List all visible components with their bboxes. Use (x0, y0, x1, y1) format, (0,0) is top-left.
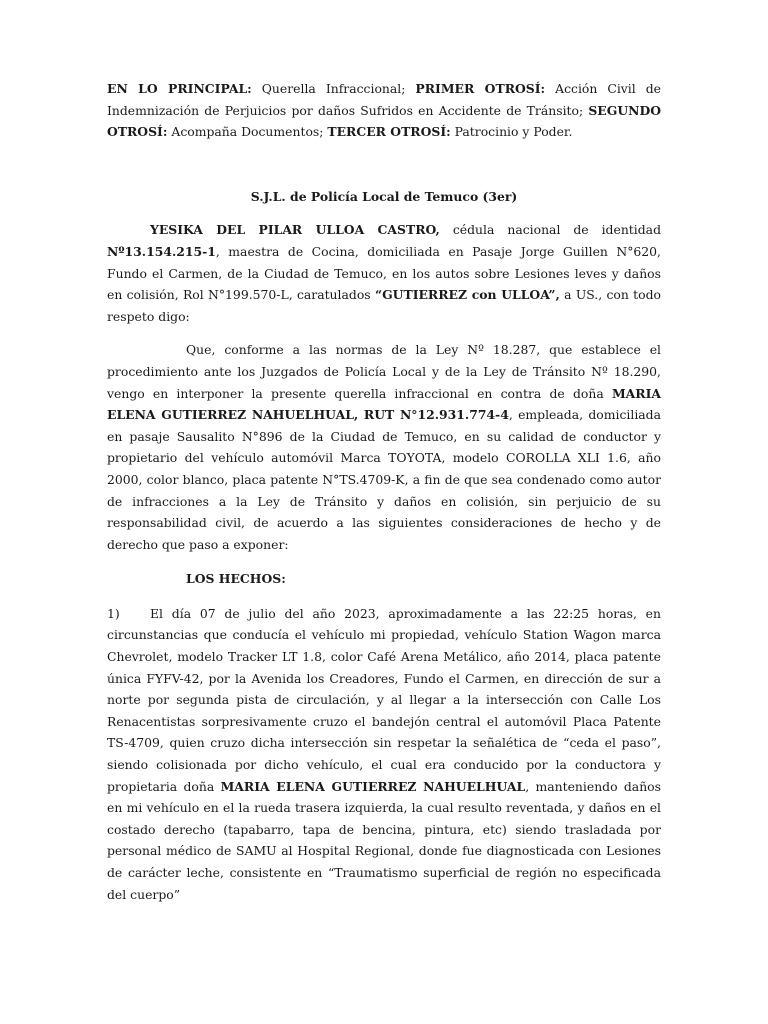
hecho-text: El día 07 de julio del año 2023, aproximadamente a las 22:25 horas, en circunstancias que conducía el vehículo mi propiedad, vehículo Station Wagon marca Chevrolet, modelo Tracker LT 1.8, color Café Arena Metálico, año 2014, placa patente única FYFV-42, por la Avenida los Creadores, Fundo el Carmen, en dirección de sur a norte por segunda pista de circulación, y al llegar a la intersección con Calle Los Renacentistas sorpresivamente cruzo el bandejón central el automóvil Placa Patente TS-4709, quien cruzo dicha intersección sin respetar la señalética de “ceda el paso”, siendo colisionada por dicho vehículo, el cual era conducido por la conductora y propietaria doña (107, 605, 661, 794)
intro-text: cédula nacional de identidad (439, 222, 661, 238)
intro-text: a US., con todo respeto digo: (107, 287, 662, 324)
tercer-otrosi-label: TERCER OTROSÍ: (327, 124, 451, 140)
sumilla-text: Acción Civil de Indemnización de Perjuicios por daños Sufridos en Accidente de Tránsito; (107, 81, 662, 118)
complaint-text: Que, conforme a las normas de la Ley Nº 18.287, que establece el procedimiento ante los Juzgados de Policía Local y de la Ley de Tránsito Nº 18.290, vengo en interponer la presente querella infraccional en contra de doña (107, 342, 661, 401)
primer-otrosi-label: PRIMER OTROSÍ: (415, 81, 546, 96)
hecho-1-paragraph (107, 603, 661, 905)
hecho-text: , manteniendo daños en mi vehículo en el la rueda trasera izquierda, la cual resulto reventada, y daños en el costado derecho (tapabarro, tapa de bencina, pintura, etc) siendo trasladada por personal médico de SAMU al Hospital Regional, donde fue diagnosticada con Lesiones de carácter leche, consistente en “Traumatismo superficial de región no especificada del cuerpo” (107, 778, 661, 902)
court-heading: S.J.L. de Policía Local de Temuco (3er) (250, 188, 518, 204)
complaint-paragraph (107, 339, 661, 555)
los-hechos-heading: LOS HECHOS: (186, 571, 286, 587)
plaintiff-id: Nº13.154.215-1 (107, 243, 216, 259)
en-lo-principal-label: EN LO PRINCIPAL: (107, 81, 252, 96)
defendant-name: MARIA ELENA GUTIERREZ NAHUELHUAL, RUT N°12.931.774-4 (107, 385, 661, 423)
complaint-text: , empleada, domiciliada en pasaje Sausalito N°896 de la Ciudad de Temuco, en su calidad de conductor y propietario del vehículo automóvil Marca TOYOTA, modelo COROLLA XLI 1.6, año 2000, color blanco, placa patente N°TS.4709-K, a fin de que sea condenado como autor de infracciones a la Ley de Tránsito y daños en colisión, sin perjuicio de su responsabilidad civil, de acuerdo a las siguientes consideraciones de hecho y de derecho que paso a exponer: (107, 407, 661, 552)
sumilla-text: Querella Infraccional; (251, 81, 416, 96)
sumilla-paragraph (107, 78, 661, 143)
defendant-name-2: MARIA ELENA GUTIERREZ NAHUELHUAL (220, 778, 526, 794)
sumilla-text: Acompaña Documentos; (167, 124, 328, 140)
segundo-otrosi-label: SEGUNDO OTROSÍ: (107, 102, 661, 140)
sumilla-text: Patrocinio y Poder. (450, 124, 573, 140)
intro-text: , maestra de Cocina, domiciliada en Pasaje Jorge Guillen N°620, Fundo el Carmen, de la Ciudad de Temuco, en los autos sobre Lesiones leves y daños en colisión, Rol N°199.570-L, caratulados (107, 243, 661, 303)
intro-paragraph (107, 219, 661, 327)
case-caption: “GUTIERREZ con ULLOA”, (374, 287, 560, 303)
hecho-number: 1) (107, 605, 120, 621)
document-page (107, 78, 661, 905)
plaintiff-name: YESIKA DEL PILAR ULLOA CASTRO, (150, 222, 440, 238)
